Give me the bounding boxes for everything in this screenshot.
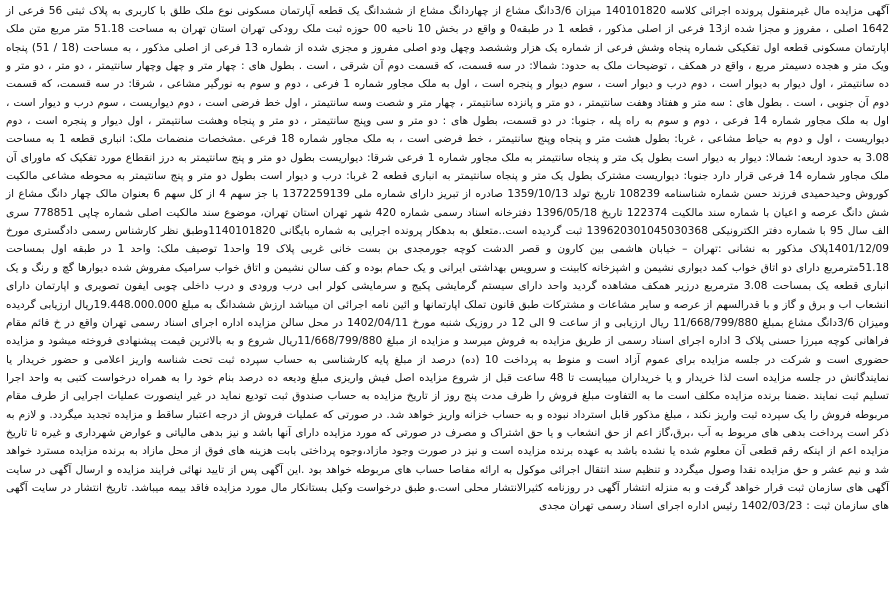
notice-body-text: آگهی مزایده مال غیرمنقول پرونده اجرائی کلاسه 140101820 میزان 3/6دانگ مشاع از چهاردانگ مشاع از ششدانگ یک قطعه آپارتمان مسکونی نوع ملک طلق با کاربری به پلاک ثبتی 56 فرعی از 1642 اصلی ، مفروز و مجزا شده از13 فرعی از اصلی مذکور ، قطعه 1 در طبقه0 و واقع در بخش 10 ناحیه 00 حوزه ثبت ملک رودکی تهران استان تهران به مساحت 51.18 متر مربع متن ملک اپارتمان مسکونی قطعه اول تفکیکی شماره پنجاه وشش فرعی از شماره یک هزار وششصد وچهل ودو اصلی مفروز و مجزی شده از شماره 13 فرعی از اصلی مذکور ، به مساحت (18 / 51) پنجاه ویک متر و هجده دسیمتر مربع ، واقع در همکف ، توضیحات ملک به حدود: شمالا: در سه قسمت، که قسمت دوم آن شرقی ، است . بطول های : چهار متر و چهل وچهار سانتیمتر ، دو متر ، دو متر و ده سانتیمتر ، اول دیوار به دیوار است ، دوم درب و دیوار است ، سوم دیوار و پنجره است ، اول به ملک مجاور شماره 1 فرعی ، دوم و سوم به نورگیر مشاعی ، شرقا: در سه قسمت، که قسمت دوم آن جنوبی ، است . بطول های : سه متر و هفتاد وهفت سانتیمتر ، دو متر و پانزده سانتیمتر ، چهار متر و شصت وسه سانتیمتر ، اول خط فرضی است ، دوم دیواریست ، سوم درب و دیوار است ، اول به ملک مجاور شماره 14 فرعی ، دوم و سوم به راه پله ، جنوبا: در دو قسمت، بطول های : دو متر و سی وپنج سانتیمتر ، دو متر و پنجاه وهشت سانتیمتر ، اول دیوار و پنجره است ، دوم دیواریست ، اول و دوم به حیاط مشاعی ، غربا: بطول هشت متر و پنجاه وپنج سانتیمتر ، خط فرضی است ، به ملک مجاور شماره 18 فرعی .مشخصات منضمات ملک: انباری قطعه 1 به مساحت 3.08 به حدود اربعه: شمالا: دیوار به دیوار است بطول یک متر و پنجاه سانتیمتر به ملک مجاور شماره 1 فرعی شرقا: دیواریست بطول دو متر و پنج سانتیمتر به درز انقطاع مورد تفکیک که ماورای آن ملک مجاور شماره 14 فرعی قرار دارد جنوبا: دیواریست مشترک بطول یک متر و پنجاه سانتیمتر به انباری قطعه 2 غربا: درب و دیوار است بطول دو متر و پنج سانتیمتر به محوطه مشاعی مالکیت کوروش وحیدحمیدی فرزند حسن شماره شناسنامه 108239 تاریخ تولد 1359/10/13 صادره از تبریز دارای شماره ملی 1372259139 با جز سهم 4 از کل سهم 6 بعنوان مالک چهار دانگ مشاع از شش دانگ عرصه و اعیان با شماره سند مالکیت 122374 تاریخ 1396/05/18 دفترخانه اسناد رسمی شماره 420 شهر تهران استان تهران، موضوع سند مالکیت اصلی شماره چاپی 778851 سری الف سال 95 با شماره دفتر الکترونیکی 139620301045030368 ثبت گردیده است..متعلق به بدهکار پرونده اجرایی به شماره بایگانی 1140101820وطبق نظر کارشناس رسمی دادگستری مورخ 1401/12/09پلاک مذکور به نشانی :تهران – خیابان هاشمی بین کارون و قصر الدشت کوچه جورمجدی بن بست خانی غربی پلاک 19 واحد1 توصیف ملک: واحد 1 در طبقه اول بمساحت 51.18مترمربع دارای دو اتاق خواب کمد دیواری نشیمن و اشپزخانه کابینت و سرویس بهداشتی ایرانی و یک حمام بوده و کف سالن نشیمن و اتاق خواب سرامیک مفروش شده دیوارها گچ و رنگ و یک انباری قطعه یک بمساحت 3.08 مترمربع درزیر همکف مشاهده گردید واحد دارای سیستم گرمایشی پکیج و سرمایشی کولر ابی درب ورودی و درب داخلی چوبی ایفون تصویری و اپارتمان دارای انشعاب اب و برق و گاز و با قدرالسهم از عرصه و سایر مشاعات و مشترکات طبق قانون تملک اپارتمانها و ائین نامه اجرائی ان میباشد ارزش ششدانگ به مبلغ 19.448.000.000ریال ارزیابی گردیده ومیزان 3/6دانگ مشاع بمبلغ 11/668/799/880 ریال ارزیابی و از ساعت 9 الی 12 در روزیک شنبه مورخ 1402/04/11 در محل سالن مزایده اداره اجرای اسناد رسمی تهران واقع در خ قائم مقام فراهانی کوچه میرزا حسنی پلاک 3 اداره اجرای اسناد رسمی از طریق مزایده به فروش میرسد و مزایده از مبلغ 11/668/799/880ریال شروع و به بالاترین قیمت پیشنهادی فروخته میشود و مزایده حضوری است و شرکت در جلسه مزایده برای عموم آزاد است و منوط به پرداخت 10 (ده) درصد از مبلغ پایه کارشناسی به حساب سپرده ثبت تحت شناسه واریز اعلامی و حضور خریدار یا نمایندگانش در جلسه مزایده است لذا خریدار و یا خریداران میبایست تا 48 ساعت قبل از شروع مزایده اصل فیش واریزی مبلغ ودیعه ده درصد بنام خود را به همراه درخواست کتبی به واحد اجرا تسلیم ثبت نمایند .ضمنا برنده مزایده مکلف است ما به التفاوت مبلغ فروش را ظرف مدت پنج روز از تاریخ مزایده به حساب صندوق ثبت تودیع نماید در غیر اینصورت عملیات اجرایی از طرف مقام مربوطه فروش را یک سپرده ثبت واریز نکند ، مبلغ مذکور قابل استرداد نبوده و به حساب خزانه واریز خواهد شد. در صورتی که عملیات فروش از درجه اعتبار ساقط و مزایده تجدید میگردد. و لازم به ذکر است پرداخت بدهی های مربوط به آب ،برق،گاز اعم از حق انشعاب و یا حق اشتراک و مصرف در صورتی که مورد مزایده دارای آنها باشد و نیز بدهی مالیاتی و عوارض شهرداری و غیره تا تاریخ مزایده اعم از اینکه رقم قطعی آن معلوم شده یا نشده باشد به عهده برنده مزایده است و نیز در صورت وجود مازاد،وجوه پرداختی بابت هزینه های فوق از محل مازاد به برنده مزایده مسترد خواهد شد و نیم عشر و حق مزایده نقدا وصول میگردد و تنظیم سند انتقال اجرائی موکول به ارائه مفاصا حساب های مربوطه خواهد بود .این آگهی پس از تایید نهائی فرایند مزایده و ارسال آگهی در سایت آگهی های سازمان ثبت قرار خواهد گرفت و به منزله انتشار آگهی در روزنامه کثیرالانتشار محلی است.و طبق درخواست وکیل بستانکار مال مورد مزایده فاقد بیمه میباشد. تاریخ انتشار در سایت آگهی های سازمان ثبت : 1402/03/23 رئیس اداره اجرای اسناد رسمی تهران مجدی bbox=[6, 5, 889, 513]
